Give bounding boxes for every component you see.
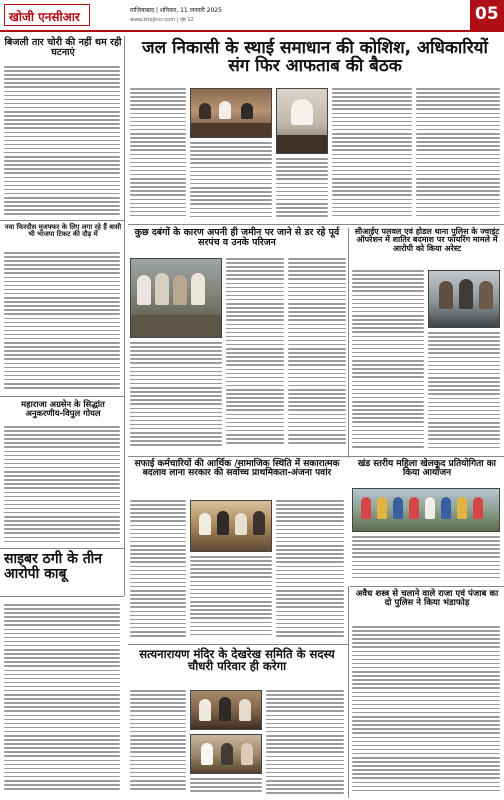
headline-left2: नवा फिरदौस मुजफ्फर के लिए लगा रहे हैं बासी भी भाजपा टिकट की दौड़ में <box>4 223 122 239</box>
masthead-logo-box <box>4 4 90 26</box>
right2-photo <box>352 488 500 532</box>
headline-right3: अवैध शस्त्र से चलाने वाले राजा एवं पंजाब का दो पुलिस ने किया भंडाफोड़ <box>355 589 499 609</box>
headline-bottom: सत्यनारायण मंदिर के देखरेख समिति के सदस्य चौधरी परिवार ही करेगा <box>139 647 335 674</box>
headline-mid2: सफाई कर्मचारियों की आर्थिक /सामाजिक स्थिति में सकारात्मक बदलाव लाना सरकार की सर्वोच्च प्राथमिकता-अंजना पवांर <box>134 459 340 479</box>
bottom-photo-1 <box>190 690 262 730</box>
bottom-photo-2 <box>190 734 262 774</box>
mid2-photo <box>190 500 272 552</box>
masthead <box>0 0 504 32</box>
date-line: ग़ाज़ियाबाद | शनिवार, 11 जनवरी 2025 <box>130 7 222 14</box>
headline-left3: महाराजा अग्रसेन के सिद्धांत अनुकरणीय-विपुल गोयल <box>21 399 105 418</box>
headline-mid1: कुछ दबंगों के कारण अपनी ही जमीन पर जाने से डर रहे पूर्व सरपंच व उनके परिजन <box>134 227 340 248</box>
lead-photo-2 <box>276 88 328 154</box>
page-number-badge <box>470 0 504 30</box>
sub-line: www.khojincr.com | पृष्ठ 12 <box>130 17 194 23</box>
headline-left4: साइबर ठगी के तीन आरोपी काबू <box>4 551 103 582</box>
paper-name: खोजी एनसीआर <box>9 10 80 24</box>
right1-photo <box>428 270 500 328</box>
headline-right2: खंड स्तरीय महिला खेलकूद प्रतियोगिता का किया आयोजन <box>357 459 497 479</box>
mid1-photo <box>130 258 222 338</box>
headline-left1: बिजली तार चोरी की नहीं थम रही घटनाएं <box>4 37 122 59</box>
headline-right1: सीआईए पलवल एवं होडल थाना पुलिस के ज्वाइंट ऑपरेशन में शातिर बदमाश पर फायरिंग मामले में आरोपी को किया अरेस्ट <box>354 227 500 253</box>
lead-photo-1 <box>190 88 272 138</box>
page-number: 05 <box>475 4 499 24</box>
headline-lead: जल निकासी के स्थाई समाधान की कोशिश, अधिकारियों संग फिर आफताब की बैठक <box>142 38 488 76</box>
